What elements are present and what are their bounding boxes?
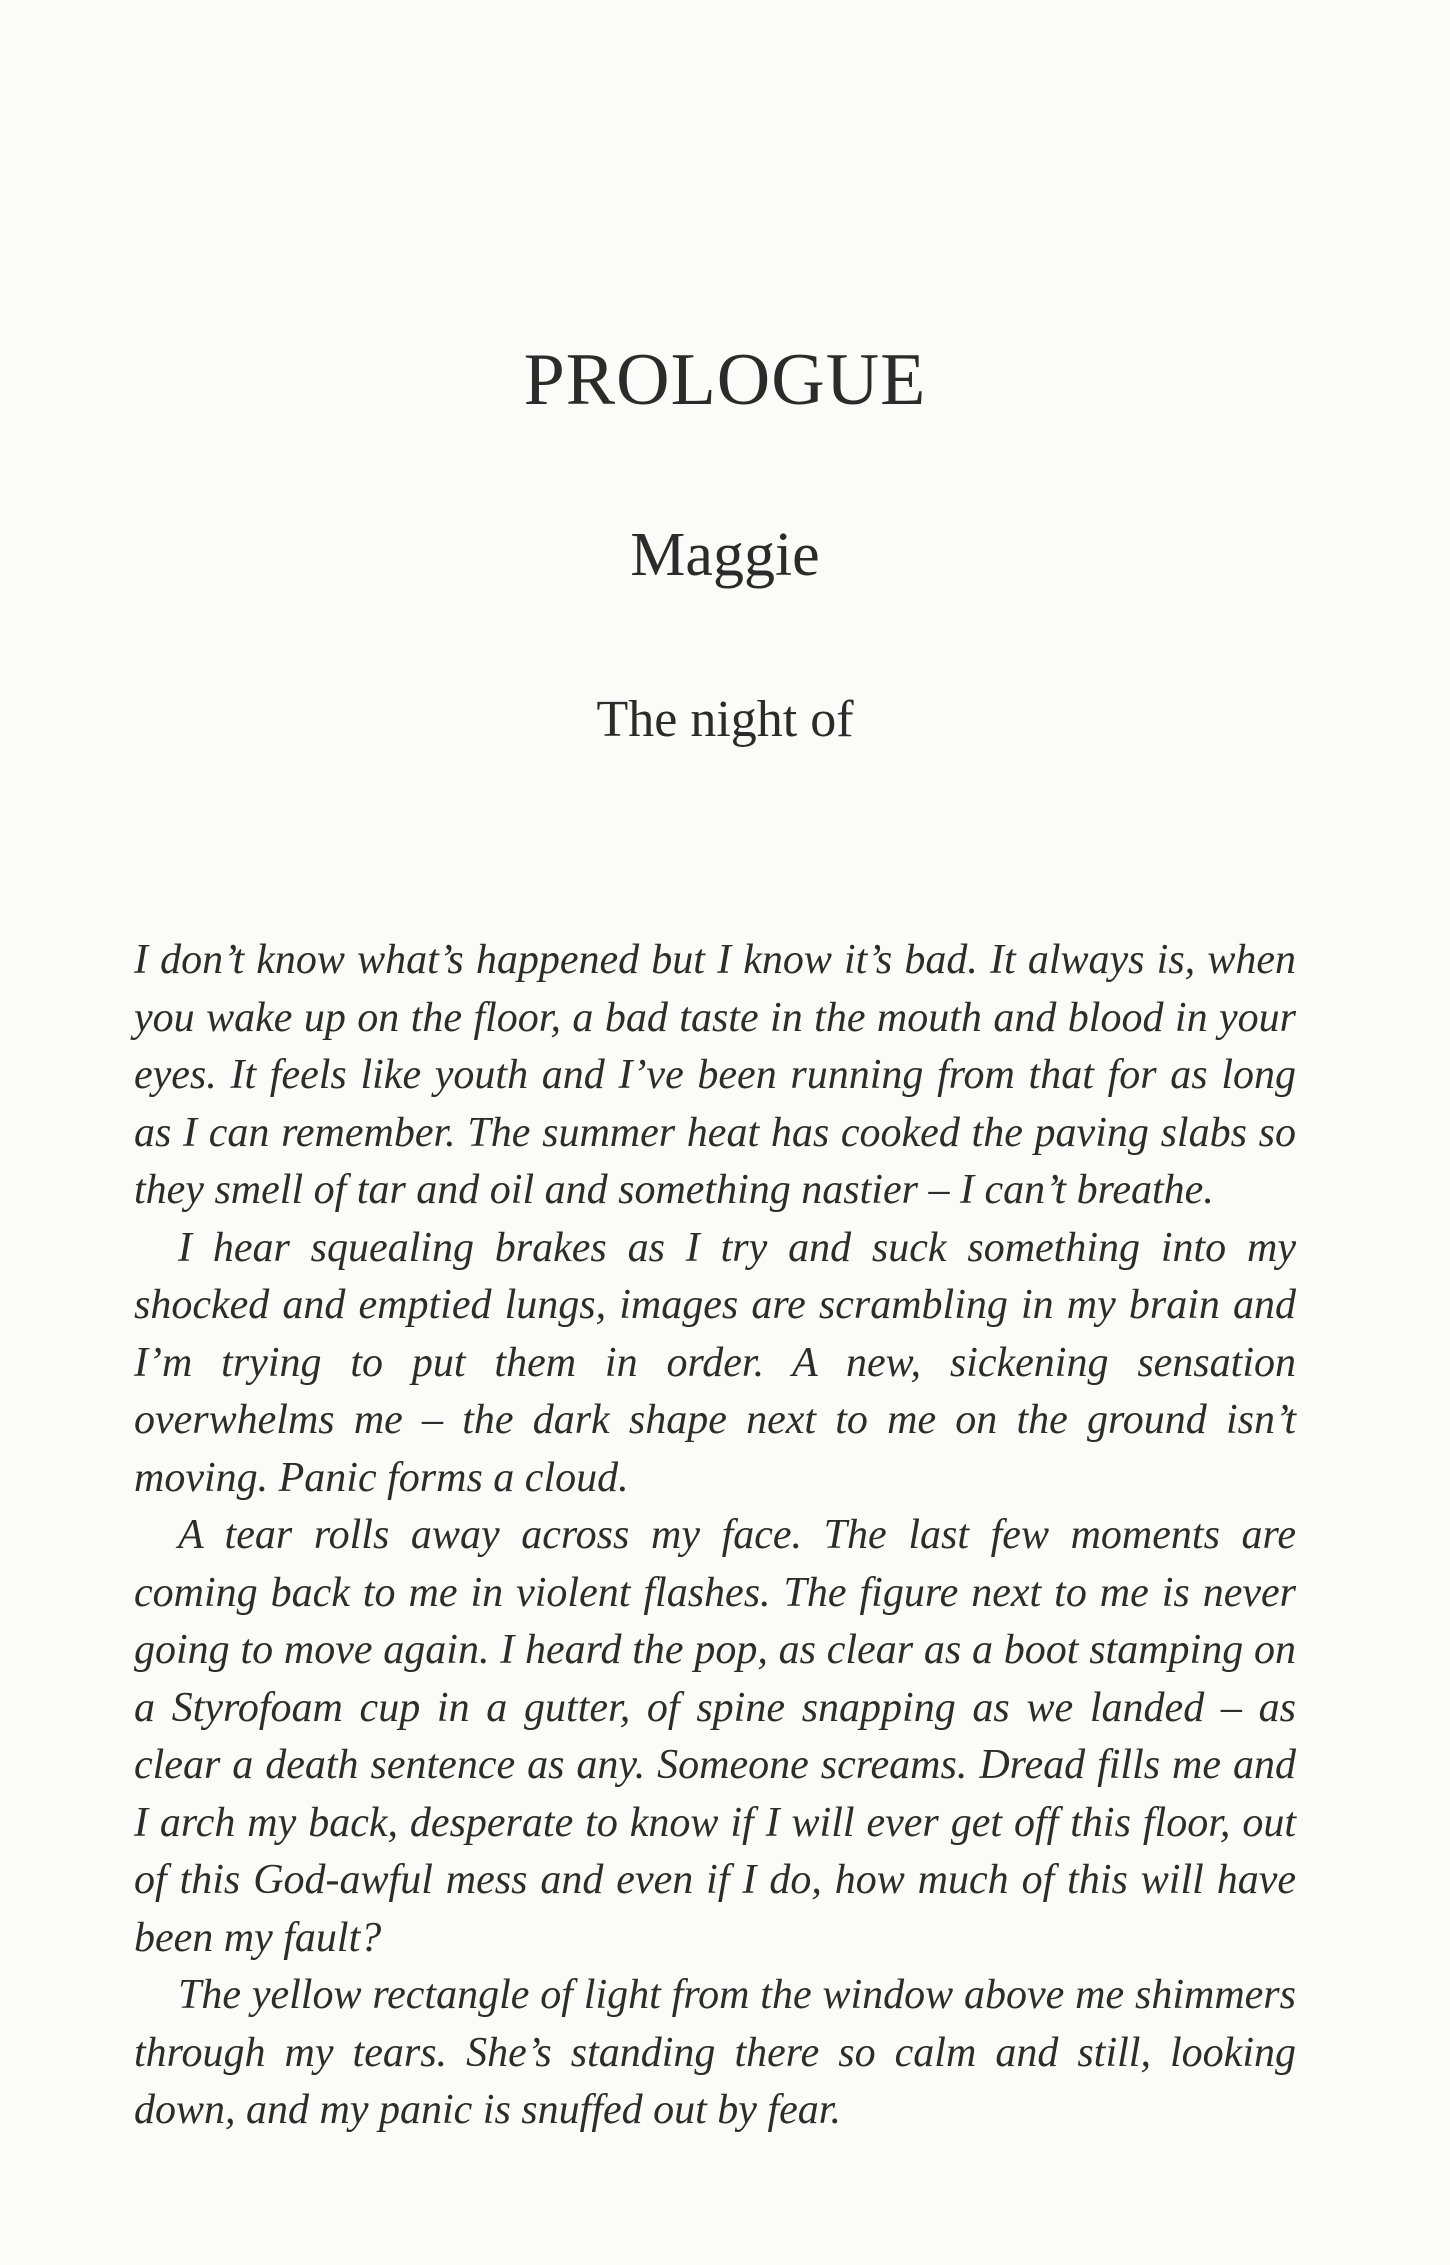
section-heading: PROLOGUE <box>523 339 927 421</box>
paragraph: The yellow rectangle of light from the window above me shimmers through my tears. She’s standing there so calm and still, looking down, and my panic is snuffed out by fear. <box>134 1972 1296 2133</box>
chapter-name: Maggie <box>630 521 820 589</box>
paragraph: I hear squealing brakes as I try and suck something into my shocked and emptied lungs, images are scrambling in my brain and I’m trying to put them in order. A new, sickening sensation overwhelms me – the dark shape next to me on the ground isn’t moving. Panic forms a cloud. <box>134 1224 1296 1501</box>
time-marker: The night of <box>596 691 854 748</box>
paragraph: I don’t know what’s happened but I know it’s bad. It always is, when you wake up on the floor, a bad taste in the mouth and blood in your eyes. It feels like youth and I’ve been running from that for as long as I can remember. The summer heat has cooked the paving slabs so they smell of tar and oil and something nastier – I can’t breathe. <box>134 937 1296 1213</box>
body-text <box>134 932 1296 2140</box>
paragraph: A tear rolls away across my face. The last few moments are coming back to me in violent flashes. The figure next to me is never going to move again. I heard the pop, as clear as a boot stamping on a Styrofoam cup in a gutter, of spine snapping as we landed – as clear a death sentence as any. Someone screams. Dread fills me and I arch my back, desperate to know if I will ever get off this floor, out of this God-awful mess and even if I do, how much of this will have been my fault? <box>134 1512 1296 1961</box>
